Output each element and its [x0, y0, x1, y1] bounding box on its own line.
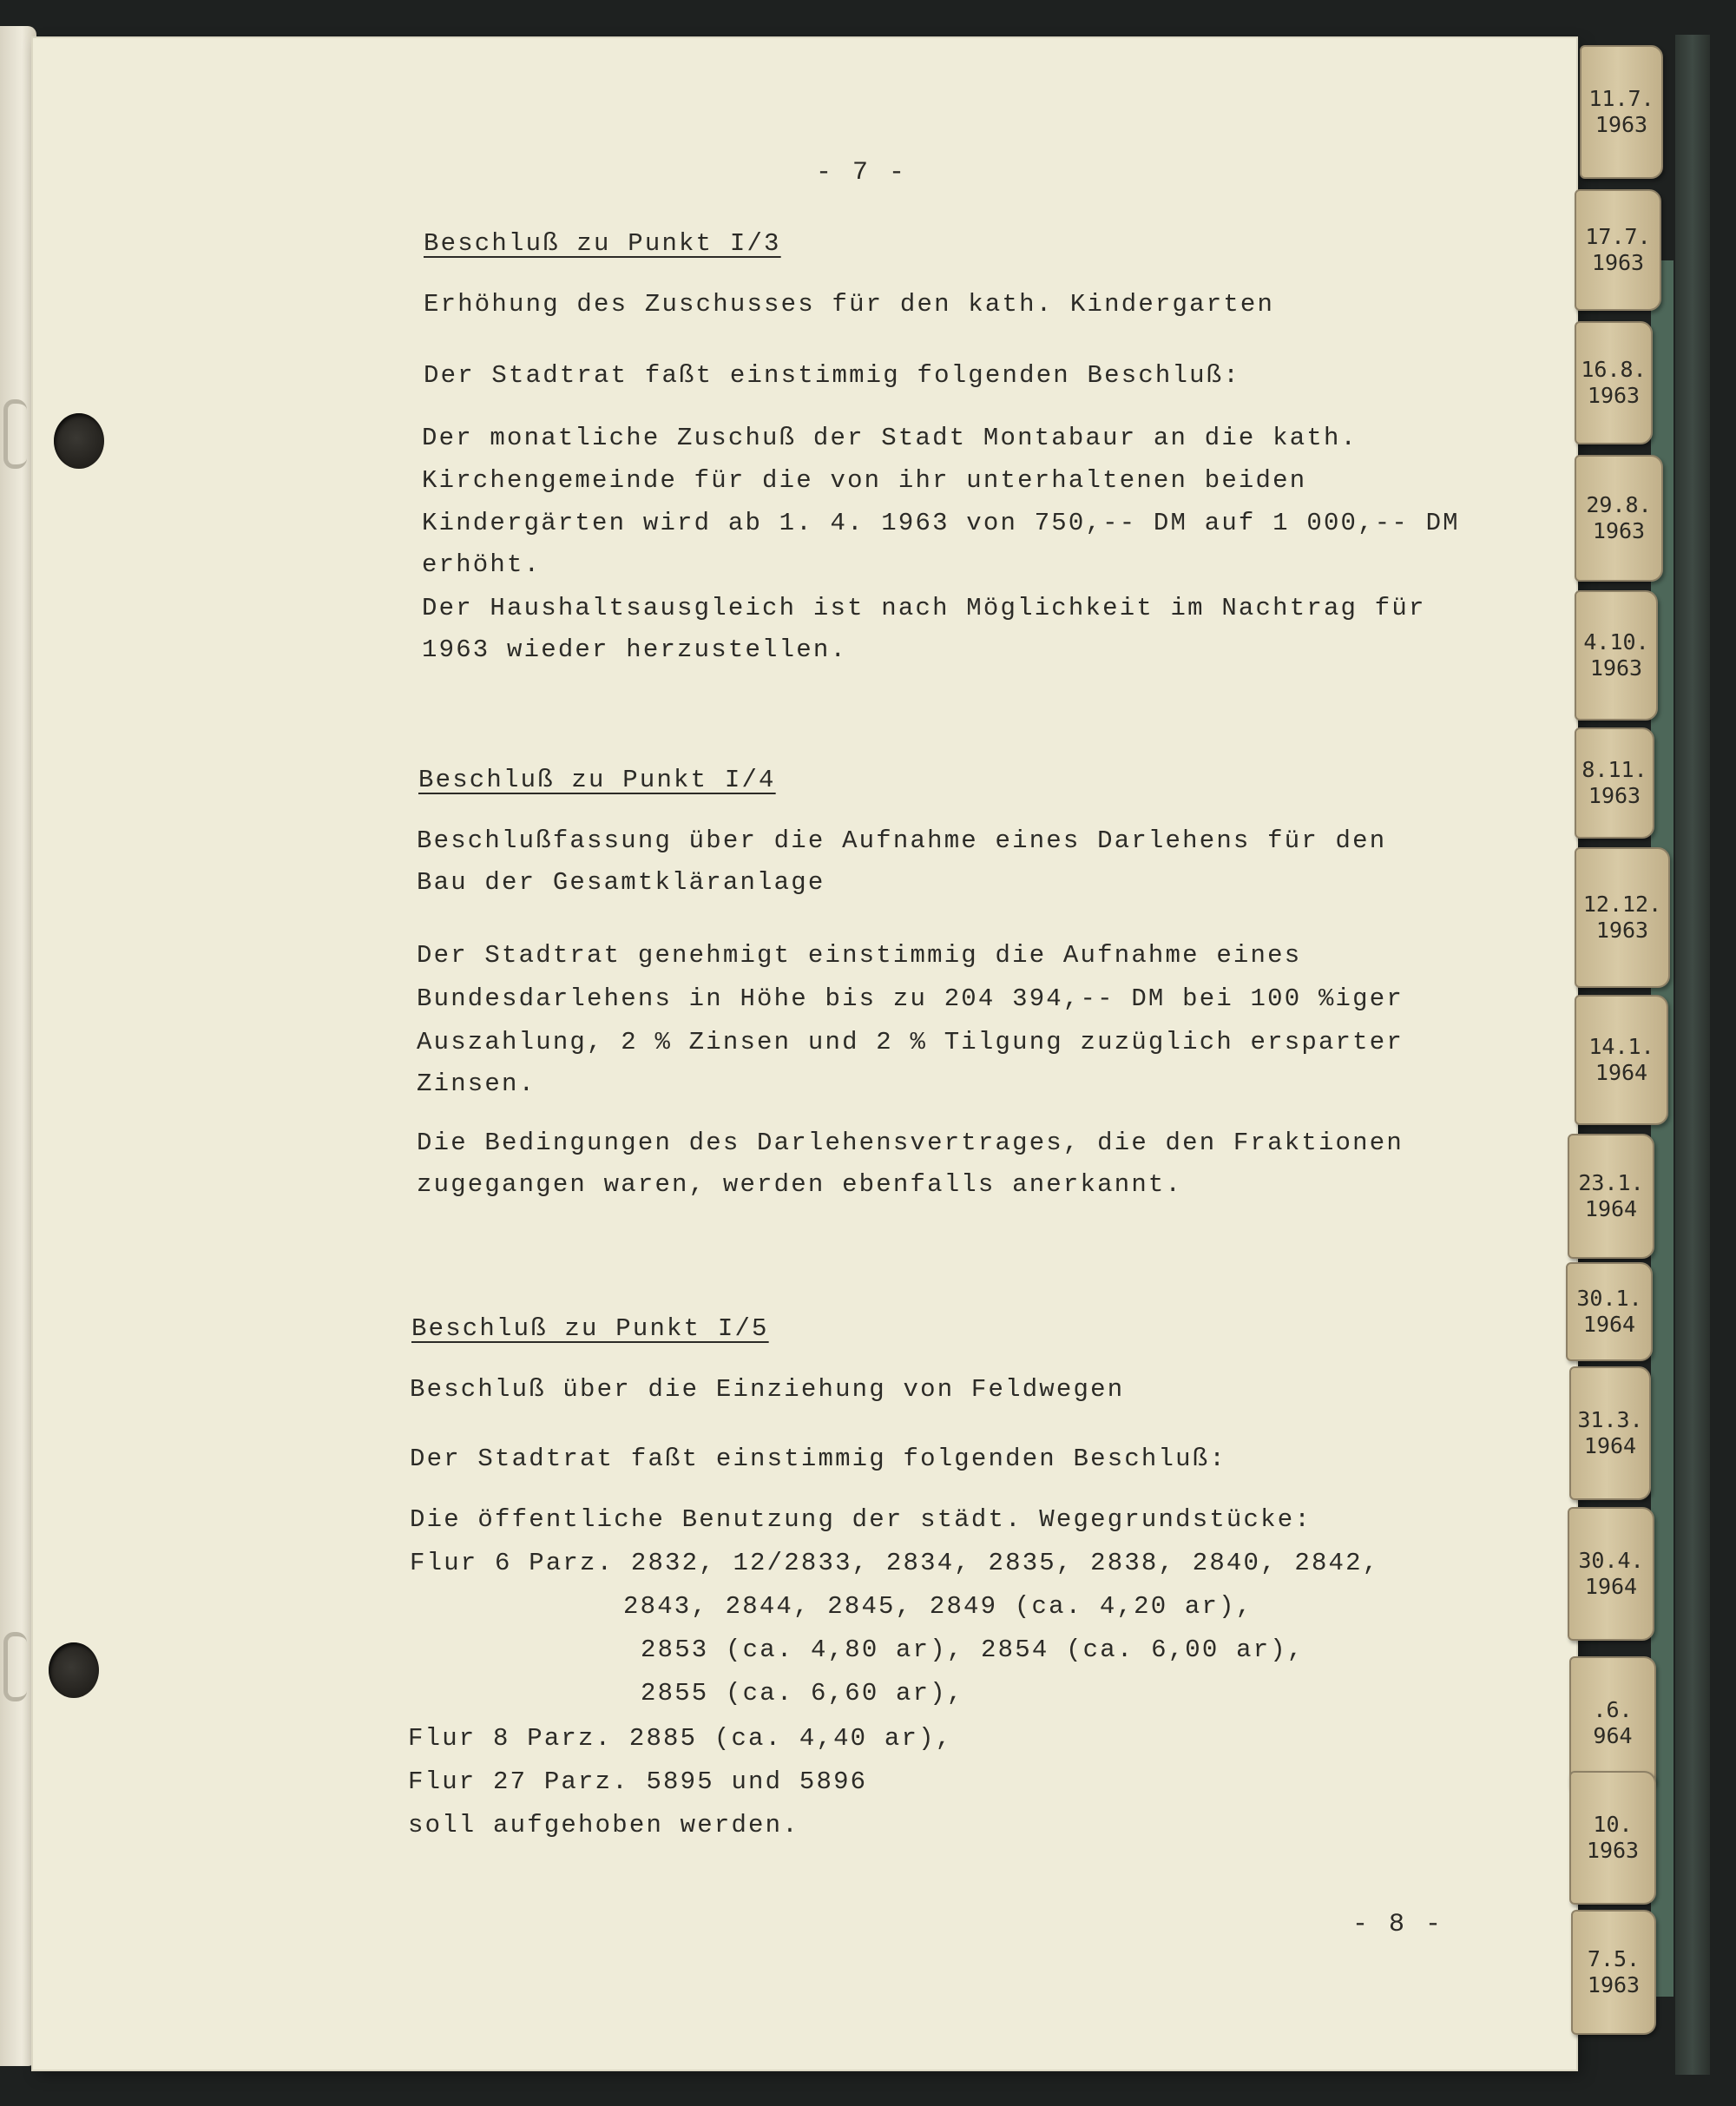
index-tab[interactable]	[1568, 1134, 1654, 1259]
tab-date: .6.	[1593, 1697, 1633, 1722]
tab-date: 12.12.	[1582, 892, 1662, 917]
tab-year: 1963	[1586, 1838, 1640, 1863]
section-subject-i4: Bau der Gesamtkläranlage	[417, 868, 825, 897]
tab-year: 1963	[1587, 383, 1641, 408]
index-tab[interactable]	[1580, 45, 1663, 179]
body-line: Flur 27 Parz. 5895 und 5896	[408, 1767, 868, 1796]
tab-date: 10.	[1593, 1812, 1633, 1837]
tab-year: 1963	[1587, 1972, 1641, 1997]
tab-date: 7.5.	[1587, 1946, 1641, 1971]
punch-hole-top	[54, 413, 104, 469]
body-line: Auszahlung, 2 % Zinsen und 2 % Tilgung zuzüglich ersparter	[417, 1028, 1404, 1056]
body-line: 2843, 2844, 2845, 2849 (ca. 4,20 ar),	[623, 1592, 1253, 1621]
body-line: 2853 (ca. 4,80 ar), 2854 (ca. 6,00 ar),	[641, 1635, 1305, 1664]
tab-date: 30.4.	[1578, 1548, 1644, 1573]
body-line: 1963 wieder herzustellen.	[422, 635, 848, 664]
tab-date: 30.1.	[1576, 1286, 1642, 1311]
index-tab[interactable]	[1568, 1507, 1654, 1641]
body-line: Zinsen.	[417, 1069, 536, 1098]
binder-cover-right	[1675, 35, 1710, 2075]
body-line: Kindergärten wird ab 1. 4. 1963 von 750,-- DM auf 1 000,-- DM	[422, 509, 1460, 537]
punch-hole-bottom	[49, 1642, 99, 1698]
section-intro-i5: Der Stadtrat faßt einstimmig folgenden Beschluß:	[410, 1445, 1226, 1473]
index-tab[interactable]	[1575, 727, 1654, 839]
page-number: - 7 -	[816, 158, 908, 188]
binder-ring-bottom	[3, 1632, 27, 1701]
index-tab[interactable]	[1569, 1771, 1656, 1905]
tab-date: 31.3.	[1577, 1407, 1643, 1432]
index-tab[interactable]	[1566, 1262, 1653, 1361]
tab-year: 964	[1593, 1723, 1633, 1748]
index-tab[interactable]	[1575, 590, 1658, 721]
tab-year: 1964	[1582, 1312, 1636, 1337]
body-line: Bundesdarlehens in Höhe bis zu 204 394,-- DM bei 100 %iger	[417, 984, 1404, 1013]
section-heading-i4: Beschluß zu Punkt I/4	[418, 766, 776, 794]
binder-ring-top	[3, 399, 27, 469]
binder-spine-left	[0, 26, 36, 2066]
tab-date: 14.1.	[1588, 1034, 1654, 1059]
body-line: erhöht.	[422, 550, 542, 579]
tab-date: 16.8.	[1581, 357, 1647, 382]
index-tab[interactable]	[1575, 189, 1661, 311]
body-line: Die Bedingungen des Darlehensvertrages, die den Fraktionen	[417, 1129, 1404, 1157]
body-line: soll aufgehoben werden.	[408, 1811, 799, 1839]
tab-year: 1963	[1595, 918, 1649, 943]
tab-date: 8.11.	[1581, 757, 1647, 782]
tab-year: 1964	[1595, 1060, 1648, 1085]
index-tab[interactable]	[1569, 1656, 1656, 1790]
body-line: Flur 8 Parz. 2885 (ca. 4,40 ar),	[408, 1724, 953, 1753]
tab-date: 17.7.	[1585, 224, 1651, 249]
body-line: 2855 (ca. 6,60 ar),	[641, 1679, 964, 1708]
tab-date: 4.10.	[1583, 629, 1649, 655]
body-line: Kirchengemeinde für die von ihr unterhaltenen beiden	[422, 466, 1307, 495]
index-tab[interactable]	[1575, 455, 1663, 582]
index-tab[interactable]	[1575, 847, 1670, 988]
section-heading-i3: Beschluß zu Punkt I/3	[424, 229, 781, 258]
index-tab[interactable]	[1575, 995, 1668, 1125]
index-tab[interactable]	[1571, 1910, 1656, 2035]
body-line: Flur 6 Parz. 2832, 12/2833, 2834, 2835, 2838, 2840, 2842,	[410, 1549, 1380, 1577]
body-line: Der monatliche Zuschuß der Stadt Montabaur an die kath.	[422, 424, 1358, 452]
section-subject-i3: Erhöhung des Zuschusses für den kath. Kindergarten	[424, 290, 1275, 319]
section-subject-i4: Beschlußfassung über die Aufnahme eines Darlehens für den	[417, 826, 1387, 855]
body-line: Die öffentliche Benutzung der städt. Wegegrundstücke:	[410, 1505, 1312, 1534]
tab-year: 1964	[1584, 1574, 1638, 1599]
section-intro-i3: Der Stadtrat faßt einstimmig folgenden Beschluß:	[424, 361, 1240, 390]
body-line: Der Haushaltsausgleich ist nach Möglichkeit im Nachtrag für	[422, 594, 1426, 622]
section-heading-i5: Beschluß zu Punkt I/5	[411, 1314, 769, 1343]
tab-date: 23.1.	[1578, 1170, 1644, 1195]
tab-year: 1963	[1589, 655, 1643, 681]
tab-year: 1963	[1591, 250, 1645, 275]
tab-date: 11.7.	[1588, 86, 1654, 111]
section-subject-i5: Beschluß über die Einziehung von Feldwegen	[410, 1375, 1125, 1404]
body-line: Der Stadtrat genehmigt einstimmig die Aufnahme eines	[417, 941, 1302, 970]
document-page	[33, 38, 1576, 2070]
tab-year: 1964	[1584, 1196, 1638, 1221]
body-line: zugegangen waren, werden ebenfalls anerkannt.	[417, 1170, 1183, 1199]
next-page-marker: - 8 -	[1352, 1910, 1444, 1939]
tab-year: 1963	[1588, 783, 1641, 808]
index-tab[interactable]	[1575, 321, 1653, 444]
tab-year: 1964	[1583, 1433, 1637, 1458]
tab-date: 29.8.	[1586, 492, 1652, 517]
index-tab[interactable]	[1569, 1366, 1651, 1500]
tab-year: 1963	[1592, 518, 1646, 543]
tab-year: 1963	[1595, 112, 1648, 137]
